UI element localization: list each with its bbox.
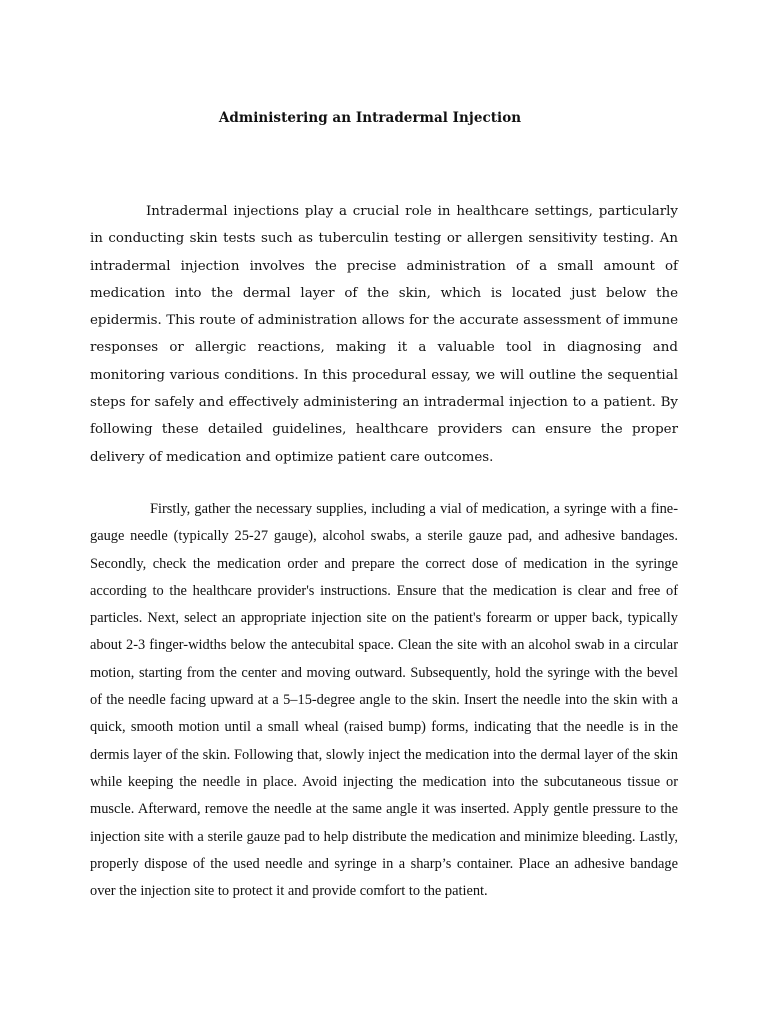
introduction-paragraph: Intradermal injections play a crucial role in healthcare settings, particularly in conducting skin tests such as tuberculin testing or allergen sensitivity testing. An intradermal injection involves the precise administration of a small amount of medication into the dermal layer of the skin, which is located just below the epidermis. This route of administration allows for the accurate assessment of immune responses or allergic reactions, making it a valuable tool in diagnosing and monitoring various conditions. In this procedural essay, we will outline the sequential steps for safely and effectively administering an intradermal injection to a patient. By following these detailed guidelines, healthcare providers can ensure the proper delivery of medication and optimize patient care outcomes.: [90, 204, 678, 465]
document-title: Administering an Intradermal Injection: [218, 110, 522, 126]
procedure-paragraph: Firstly, gather the necessary supplies, including a vial of medication, a syringe with a fine-gauge needle (typically 25-27 gauge), alcohol swabs, a sterile gauze pad, and adhesive bandages. Secondly, check the medication order and prepare the correct dose of medication in the syringe according to the healthcare provider's instructions. Ensure that the medication is clear and free of particles. Next, select an appropriate injection site on the patient's forearm or upper back, typically about 2-3 finger-widths below the antecubital space. Clean the site with an alcohol swab in a circular motion, starting from the center and moving outward. Subsequently, hold the syringe with the bevel of the needle facing upward at a 5–15-degree angle to the skin. Insert the needle into the skin with a quick, smooth motion until a small wheal (raised bump) forms, indicating that the needle is in the dermis layer of the skin. Following that, slowly inject the medication into the dermal layer of the skin while keeping the needle in place. Avoid injecting the medication into the subcutaneous tissue or muscle. Afterward, remove the needle at the same angle it was inserted. Apply gentle pressure to the injection site with a sterile gauze pad to help distribute the medication and minimize bleeding. Lastly, properly dispose of the used needle and syringe in a sharp’s container. Place an adhesive bandage over the injection site to protect it and provide comfort to the patient.: [90, 501, 678, 900]
